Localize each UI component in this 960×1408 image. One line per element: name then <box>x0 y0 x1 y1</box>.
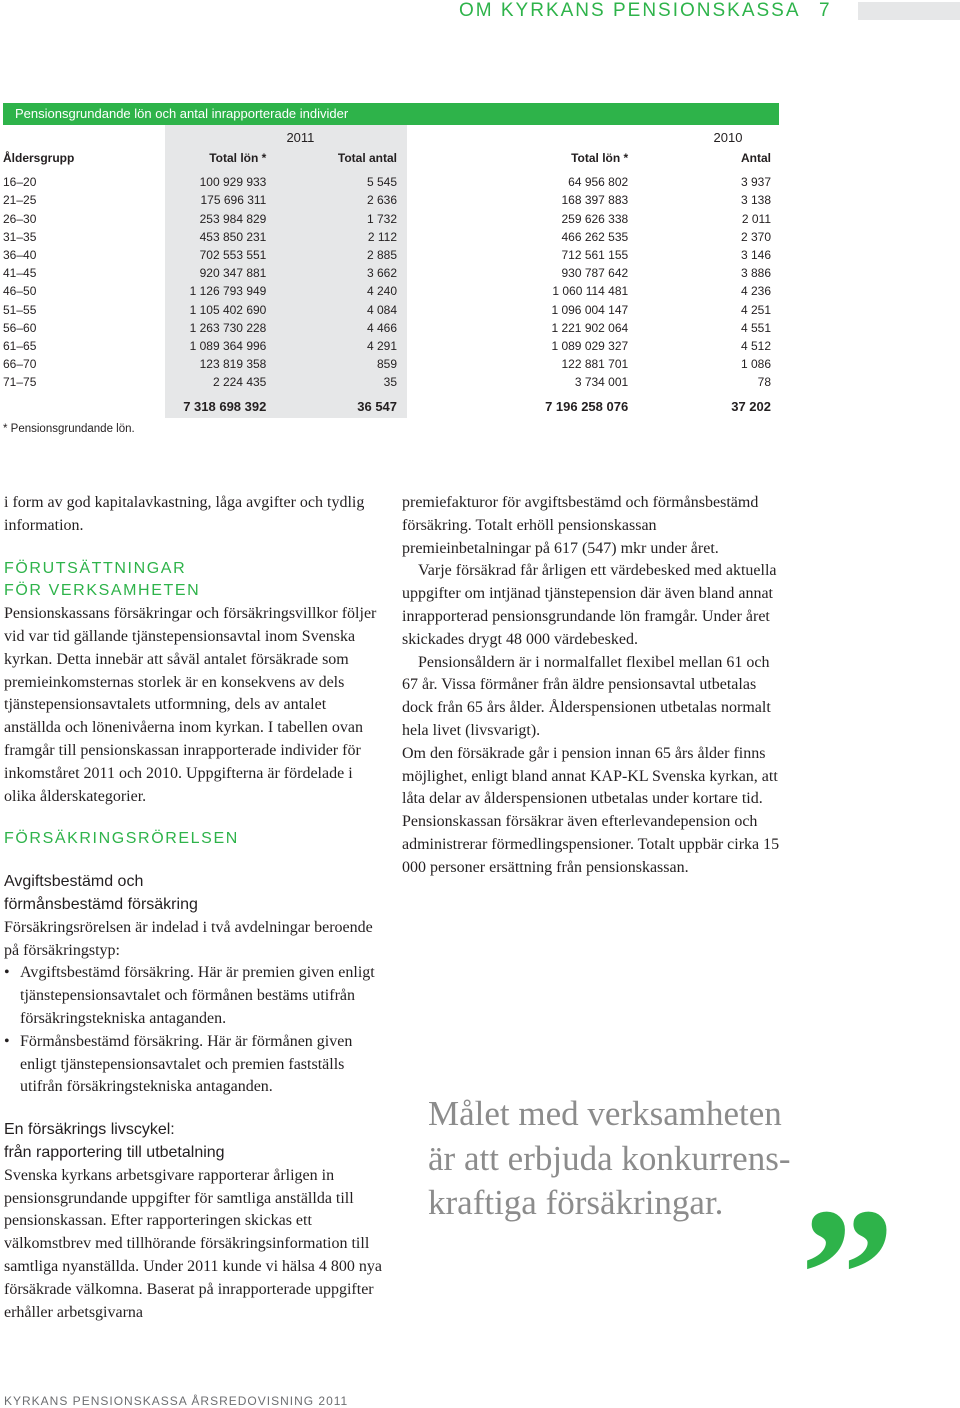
cell-total-lon-2011: 123 819 358 <box>199 357 267 372</box>
col-header-total-lon-2010: Total lön * <box>571 151 629 166</box>
cell-total-antal-2011: 4 291 <box>366 339 398 354</box>
year-2011: 2011 <box>286 130 315 145</box>
table-row <box>3 337 779 355</box>
cell-antal-2010: 2 011 <box>741 211 771 226</box>
col-header-total-antal-2011: Total antal <box>337 151 398 166</box>
cell-age-group: 21–25 <box>3 193 37 208</box>
bullet-avgiftsbestamd: • Avgiftsbestämd försäkring. Här är premien given enligt tjänstepensionsavtalet och förmånen bestäms utifrån försäkringstekniska antaganden. <box>4 962 384 1030</box>
subheading-livscykel-1: En försäkrings livscykel: <box>4 1121 175 1139</box>
cell-antal-2010: 4 236 <box>740 284 771 299</box>
cell-total-lon-2010: 1 060 114 481 <box>552 284 629 299</box>
table-title: Pensionsgrundande lön och antal inrapporterade individer <box>3 103 779 125</box>
header-grey-bar <box>858 2 960 20</box>
data-table <box>3 125 779 422</box>
year-row <box>3 125 779 147</box>
cell-antal-2010: 78 <box>757 375 771 390</box>
table-body <box>3 173 779 391</box>
cell-antal-2010: 4 251 <box>740 302 771 317</box>
page-footer: KYRKANS PENSIONSKASSA ÅRSREDOVISNING 2011 <box>4 1394 349 1408</box>
paragraph-premiefakturor: premiefakturor för avgiftsbestämd och förmånsbestämd försäkring. Totalt erhöll pensionskassan premieinbetalningar på 617 (547) mkr under året. <box>402 494 759 557</box>
cell-total-lon-2010: 122 881 701 <box>561 357 629 372</box>
table-row <box>3 319 779 337</box>
cell-total-lon-2010: 64 956 802 <box>568 175 629 190</box>
cell-total-lon-2010: 930 787 642 <box>561 266 629 281</box>
paragraph-pensionsaldern: Pensionsåldern är i normalfallet flexibel mellan 61 och 67 år. Vissa förmåner från äldre pensionsavtal utbetalas dock från 65 års ålder. Ålderspensionen utbetalas normalt hela livet (livsvarigt). <box>402 653 771 739</box>
paragraph-vardebesked: Varje försäkrad får årligen ett värdebesked med aktuella uppgifter om intjänad tjänstepension där även bland annat inrapporterad pensionsgrundande lön framgår. Under året skickades drygt 48 000 värdebesked. <box>402 562 777 648</box>
table-row <box>3 173 779 191</box>
cell-age-group: 61–65 <box>3 339 37 354</box>
total-lon-2011: 7 318 698 392 <box>183 398 267 414</box>
cell-total-lon-2010: 712 561 155 <box>561 248 629 263</box>
cell-total-lon-2010: 3 734 001 <box>574 375 629 390</box>
year-2010: 2010 <box>713 130 743 145</box>
cell-age-group: 36–40 <box>3 248 37 263</box>
cell-total-lon-2010: 259 626 338 <box>561 211 629 226</box>
col-header-total-lon-2011: Total lön * <box>209 151 267 166</box>
cell-total-antal-2011: 1 732 <box>366 211 398 226</box>
cell-antal-2010: 3 886 <box>740 266 771 281</box>
cell-total-antal-2011: 35 <box>383 375 398 390</box>
subheading-livscykel-2: från rapportering till utbetalning <box>4 1143 225 1161</box>
section-heading-forutsattningar-2: FÖR VERKSAMHETEN <box>4 582 201 600</box>
cell-total-lon-2010: 1 089 029 327 <box>551 339 629 354</box>
left-text-column <box>4 492 384 1324</box>
cell-age-group: 51–55 <box>3 302 37 317</box>
table-footnote: * Pensionsgrundande lön. <box>3 423 135 435</box>
section-body-forutsattningar: Pensionskassans försäkringar och försäkringsvillkor följer vid var tid gällande tjänstepensionsavtal inom Svenska kyrkan. Detta innebär att såväl antalet försäkrade som premieinkomsternas storlek är en konsekvens av dels tjänstepensionsavtalets utformning, dels av antalet anställda och lönenivåerna inom kyrkan. I tabellen ovan framgår till pensionskassan inrapporterade individer för inkomståret 2011 och 2010. Uppgifterna är fördelade i olika ålderskategorier. <box>4 605 377 805</box>
cell-total-lon-2010: 1 221 902 064 <box>551 320 629 335</box>
cell-total-lon-2010: 1 096 004 147 <box>551 302 629 317</box>
table-row <box>3 191 779 209</box>
right-text-column <box>402 492 782 880</box>
cell-total-lon-2010: 168 397 883 <box>561 193 629 208</box>
cell-age-group: 71–75 <box>3 375 37 390</box>
cell-age-group: 46–50 <box>3 284 37 299</box>
cell-total-antal-2011: 4 466 <box>366 320 398 335</box>
table-row <box>3 301 779 319</box>
cell-antal-2010: 3 146 <box>740 248 771 263</box>
pull-quote-line-1: Målet med verksamheten <box>428 1094 782 1133</box>
cell-antal-2010: 3 138 <box>740 193 771 208</box>
subheading-avgift-2: förmånsbestämd försäkring <box>4 895 198 913</box>
table-row <box>3 373 779 391</box>
cell-age-group: 16–20 <box>3 175 37 190</box>
cell-total-lon-2011: 100 929 933 <box>199 175 267 190</box>
total-antal-2011: 36 547 <box>357 398 398 414</box>
totals-row <box>3 392 779 422</box>
cell-total-antal-2011: 2 112 <box>367 229 398 244</box>
bullet-formansbestamd: • Förmånsbestämd försäkring. Här är förmånen given enligt tjänstepensionsavtalet och premien fastställs utifrån försäkringstekniska antaganden. <box>4 1031 384 1099</box>
table-row <box>3 264 779 282</box>
cell-age-group: 41–45 <box>3 266 37 281</box>
subsection-body-avgift: Försäkringsrörelsen är indelad i två avdelningar beroende på försäkringstyp: <box>4 918 373 959</box>
pull-quote-line-2: är att erbjuda konkurrens- <box>428 1138 791 1178</box>
cell-antal-2010: 1 086 <box>740 357 771 372</box>
table-row <box>3 246 779 264</box>
page-number: 7 <box>819 0 830 21</box>
cell-total-lon-2011: 1 089 364 996 <box>189 339 267 354</box>
cell-total-lon-2010: 466 262 535 <box>561 229 629 244</box>
cell-total-lon-2011: 175 696 311 <box>200 193 267 208</box>
cell-antal-2010: 3 937 <box>740 175 771 190</box>
pull-quote-line-3: kraftiga försäkringar. <box>428 1183 724 1222</box>
total-lon-2010: 7 196 258 076 <box>545 398 629 414</box>
cell-antal-2010: 2 370 <box>740 229 771 244</box>
cell-age-group: 26–30 <box>3 211 37 226</box>
salary-table <box>3 103 779 422</box>
cell-total-lon-2011: 702 553 551 <box>199 248 267 263</box>
cell-age-group: 66–70 <box>3 357 37 372</box>
intro-paragraph: i form av god kapitalavkastning, låga avgifter och tydlig information. <box>4 494 365 534</box>
paragraph-forsakrade: Om den försäkrade går i pension innan 65 års ålder finns möjlighet, enligt bland annat KAP-KL Svenska kyrkan, att låta delar av ålderspensionen utbetalas under kortare tid. Pensionskassan försäkrar även efterlevandepension och administrerar förmedlingspensioner. Totalt uppbär cirka 15 000 personer ersättning från pensionskassan. <box>402 744 780 876</box>
cell-age-group: 31–35 <box>3 229 37 244</box>
cell-antal-2010: 4 512 <box>740 339 771 354</box>
cell-total-lon-2011: 2 224 435 <box>212 375 267 390</box>
table-row <box>3 282 779 300</box>
cell-total-lon-2011: 1 126 793 949 <box>189 284 267 299</box>
section-title: OM KYRKANS PENSIONSKASSA <box>459 0 801 21</box>
table-row <box>3 210 779 228</box>
cell-total-antal-2011: 2 885 <box>366 248 398 263</box>
cell-total-antal-2011: 4 084 <box>366 302 398 317</box>
header-row <box>3 147 779 169</box>
cell-total-antal-2011: 3 662 <box>366 266 398 281</box>
cell-total-antal-2011: 859 <box>376 357 398 372</box>
total-antal-2010: 37 202 <box>731 398 771 414</box>
subheading-avgift-1: Avgiftsbestämd och <box>4 873 144 891</box>
table-row <box>3 355 779 373</box>
cell-total-antal-2011: 5 545 <box>366 175 398 190</box>
cell-total-lon-2011: 1 105 402 690 <box>189 302 267 317</box>
quote-mark-icon: ” <box>800 1170 895 1380</box>
col-header-antal-2010: Antal <box>741 151 771 166</box>
col-header-age: Åldersgrupp <box>3 151 75 166</box>
cell-total-antal-2011: 4 240 <box>366 284 398 299</box>
cell-total-lon-2011: 920 347 881 <box>199 266 267 281</box>
cell-age-group: 56–60 <box>3 320 37 335</box>
subsection-body-livscykel: Svenska kyrkans arbetsgivare rapporterar årligen in pensionsgrundande uppgifter för samtliga anställda till pensionskassan. Efter rapporteringen skickas ett välkomstbrev med tillhörande försäkringsinformation till samtliga nyanställda. Under 2011 kunde vi hälsa 4 800 nya försäkrade välkomna. Baserat på inrapporterade uppgifter erhåller arbetsgivarna <box>4 1166 382 1321</box>
cell-total-lon-2011: 253 984 829 <box>199 211 267 226</box>
section-heading-forsakringsrorelsen: FÖRSÄKRINGSRÖRELSEN <box>4 830 239 848</box>
section-heading-forutsattningar-1: FÖRUTSÄTTNINGAR <box>4 559 187 577</box>
cell-total-antal-2011: 2 636 <box>366 193 398 208</box>
cell-antal-2010: 4 551 <box>740 320 771 335</box>
cell-total-lon-2011: 1 263 730 228 <box>189 320 267 335</box>
table-row <box>3 228 779 246</box>
page-header <box>0 0 960 24</box>
cell-total-lon-2011: 453 850 231 <box>199 229 267 244</box>
